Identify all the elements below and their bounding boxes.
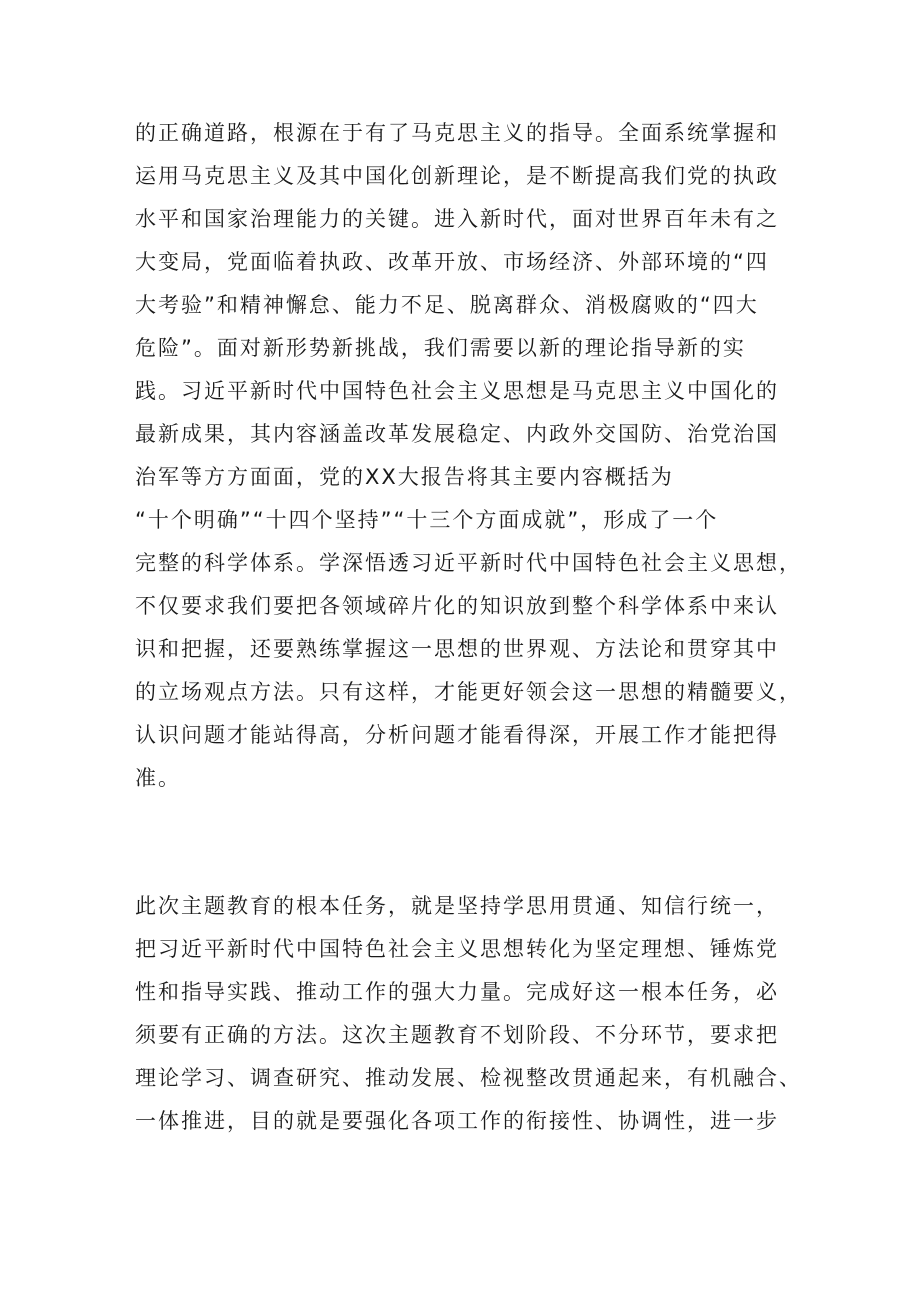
text-line: 危险”。面对新形势新挑战，我们需要以新的理论指导新的实 [135,336,746,360]
text-line: 水平和国家治理能力的关键。进入新时代，面对世界百年未有之 [135,207,779,231]
text-line: 的立场观点方法。只有这样，才能更好领会这一思想的精髓要义， [135,680,802,704]
text-line: 的正确道路，根源在于有了马克思主义的指导。全面系统掌握和 [135,121,779,145]
text-line: 运用马克思主义及其中国化创新理论，是不断提高我们党的执政 [135,164,779,188]
text-line: 不仅要求我们要把各领域碎片化的知识放到整个科学体系中来认 [135,594,779,618]
text-line: 认识问题才能站得高，分析问题才能看得深，开展工作才能把得 [135,723,779,747]
text-line: 一体推进，目的就是要强化各项工作的衔接性、协调性，进一步 [135,1109,779,1133]
text-line: 治军等方方面面，党的XX大报告将其主要内容概括为 [135,465,674,489]
text-line: 性和指导实践、推动工作的强大力量。完成好这一根本任务，必 [135,980,779,1004]
text-line: 完整的科学体系。学深悟透习近平新时代中国特色社会主义思想， [135,551,802,575]
text-line: 最新成果，其内容涵盖改革发展稳定、内政外交国防、治党治国 [135,422,779,446]
text-line: 须要有正确的方法。这次主题教育不划阶段、不分环节，要求把 [135,1023,779,1047]
text-line: 理论学习、调查研究、推动发展、检视整改贯通起来，有机融合、 [135,1066,802,1090]
text-line: 把习近平新时代中国特色社会主义思想转化为坚定理想、锤炼党 [135,937,779,961]
text-line: 识和把握，还要熟练掌握这一思想的世界观、方法论和贯穿其中 [135,637,779,661]
text-line: 践。习近平新时代中国特色社会主义思想是马克思主义中国化的 [135,379,779,403]
text-line: 此次主题教育的根本任务，就是坚持学思用贯通、知信行统一， [135,894,779,918]
text-line: 大变局，党面临着执政、改革开放、市场经济、外部环境的“四 [135,250,769,274]
paragraph-2 [135,885,815,1143]
text-line: “十个明确”“十四个坚持”“十三个方面成就”，形成了一个 [135,508,719,532]
paragraph-1 [135,112,815,800]
text-line: 准。 [135,766,181,790]
text-line: 大考验”和精神懈怠、能力不足、脱离群众、消极腐败的“四大 [135,293,759,317]
